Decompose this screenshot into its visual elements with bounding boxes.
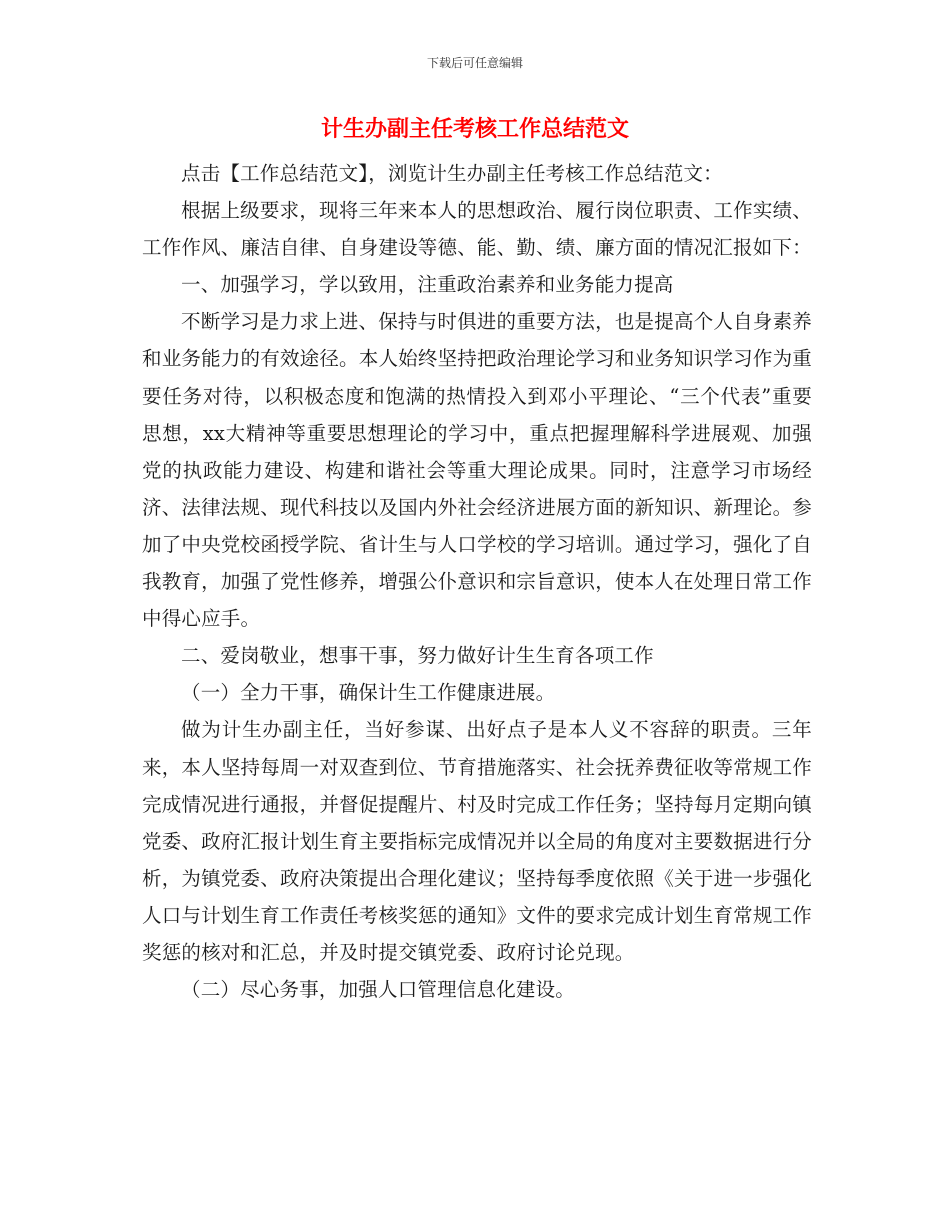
header-note: 下载后可任意编辑 bbox=[426, 56, 523, 70]
subsection-heading-1: （一）全力干事，确保计生工作健康进展。 bbox=[181, 681, 556, 705]
section-heading-2: 二、爱岗敬业，想事干事，努力做好计生生育各项工作 bbox=[181, 644, 654, 668]
document-body bbox=[142, 155, 812, 1008]
paragraph-overview: 根据上级要求，现将三年来本人的思想政治、履行岗位职责、工作实绩、工作作风、廉洁自律、自身建设等德、能、勤、绩、廉方面的情况汇报如下： bbox=[142, 199, 812, 260]
paragraph-intro: 点击【工作总结范文】，浏览计生办副主任考核工作总结范文： bbox=[181, 162, 723, 185]
section-heading-1: 一、加强学习，学以致用，注重政治素养和业务能力提高 bbox=[181, 273, 674, 297]
subsection-heading-2: （二）尽心务事，加强人口管理信息化建设。 bbox=[181, 978, 576, 1002]
paragraph-study: 不断学习是力求上进、保持与时俱进的重要方法，也是提高个人自身素养和业务能力的有效途径。本人始终坚持把政治理论学习和业务知识学习作为重要任务对待，以积极态度和饱满的热情投入到邓小平理论、“三个代表”重要思想，xx大精神等重要思想理论的学习中，重点把握理解科学进展观、加强党的执政能力建设、构建和谐社会等重大理论成果。同时，注意学习市场经济、法律法规、现代科技以及国内外社会经济进展方面的新知识、新理论。参加了中央党校函授学院、省计生与人口学校的学习培训。通过学习，强化了自我教育，加强了党性修养，增强公仆意识和宗旨意识，使本人在处理日常工作中得心应手。 bbox=[142, 310, 812, 631]
paragraph-duties: 做为计生办副主任，当好参谋、出好点子是本人义不容辞的职责。三年来，本人坚持每周一对双查到位、节育措施落实、社会抚养费征收等常规工作完成情况进行通报，并督促提醒片、村及时完成工作任务；坚持每月定期向镇党委、政府汇报计划生育主要指标完成情况并以全局的角度对主要数据进行分析，为镇党委、政府决策提出合理化建议；坚持每季度依照《关于进一步强化人口与计划生育工作责任考核奖惩的通知》文件的要求完成计划生育常规工作奖惩的核对和汇总，并及时提交镇党委、政府讨论兑现。 bbox=[142, 718, 812, 964]
document-title: 计生办副主任考核工作总结范文 bbox=[320, 117, 629, 142]
